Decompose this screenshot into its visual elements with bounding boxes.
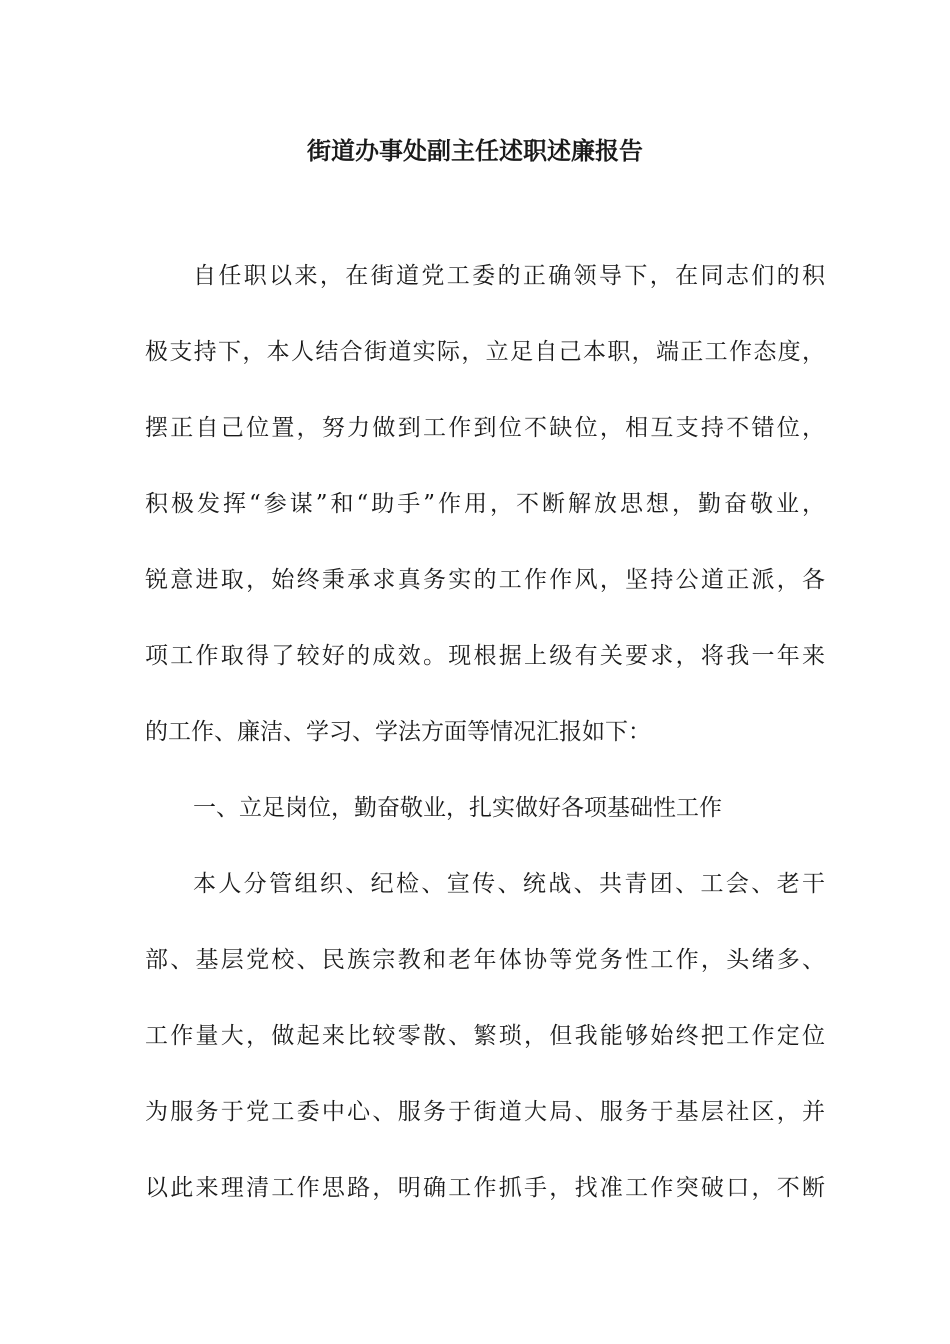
paragraph-line: 摆正自己位置，努力做到工作到位不缺位，相互支持不错位，	[145, 415, 825, 441]
paragraph-line: 本人分管组织、纪检、宣传、统战、共青团、工会、老干	[193, 871, 825, 897]
paragraph-line: 项工作取得了较好的成效。现根据上级有关要求，将我一年来	[145, 643, 825, 669]
document-title: 街道办事处副主任述职述廉报告	[307, 136, 643, 165]
paragraph-line: 部、基层党校、民族宗教和老年体协等党务性工作，头绪多、	[145, 947, 825, 973]
paragraph-line: 积极发挥“参谋”和“助手”作用，不断解放思想，勤奋敬业，	[145, 491, 825, 517]
paragraph-line: 自任职以来，在街道党工委的正确领导下，在同志们的积	[193, 263, 825, 289]
paragraph-line: 的工作、廉洁、学习、学法方面等情况汇报如下：	[145, 719, 651, 745]
paragraph-line: 锐意进取，始终秉承求真务实的工作作风，坚持公道正派，各	[145, 567, 825, 593]
paragraph-line: 以此来理清工作思路，明确工作抓手，找准工作突破口，不断	[145, 1175, 825, 1201]
section-heading: 一、立足岗位，勤奋敬业，扎实做好各项基础性工作	[193, 795, 722, 821]
paragraph-line: 为服务于党工委中心、服务于街道大局、服务于基层社区，并	[145, 1099, 825, 1125]
paragraph-line: 工作量大，做起来比较零散、繁琐，但我能够始终把工作定位	[145, 1023, 825, 1049]
paragraph-line: 极支持下，本人结合街道实际，立足自己本职，端正工作态度，	[145, 339, 825, 365]
